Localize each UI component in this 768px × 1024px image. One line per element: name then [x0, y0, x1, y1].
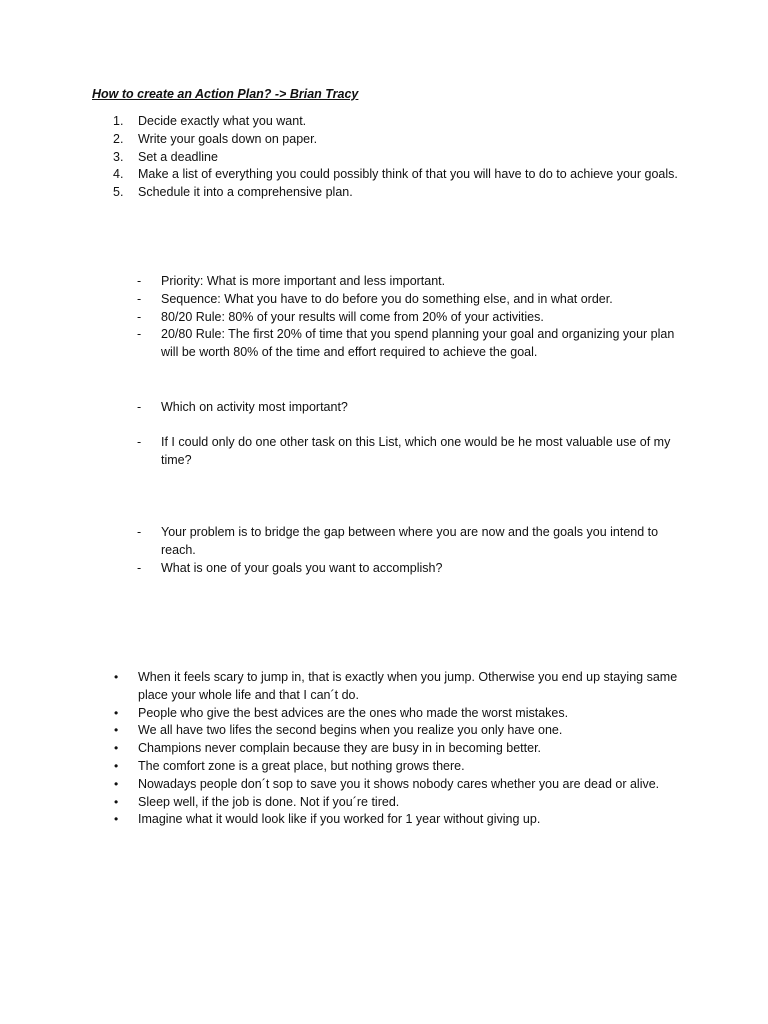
list-item: [0, 434, 768, 470]
list-item: [0, 722, 768, 740]
bullet-marker: •: [114, 670, 119, 684]
list-item: [0, 131, 768, 149]
list-item: [0, 273, 768, 291]
list-item: [0, 326, 768, 362]
list-number: 1.: [113, 114, 124, 128]
page-title: How to create an Action Plan? -> Brian Tracy: [92, 87, 359, 101]
dash-list-priorities: [0, 273, 768, 362]
list-item-text: Make a list of everything you could possibly think of that you will have to do to achieve your goals.: [138, 167, 678, 182]
list-item-text: Priority: What is more important and less important.: [161, 274, 446, 288]
list-item-text: Write your goals down on paper.: [138, 131, 318, 146]
list-item-text: If I could only do one other task on this List, which one would be he most valuable use of my time?: [161, 435, 671, 467]
list-item-text: Imagine what it would look like if you worked for 1 year without giving up.: [138, 812, 541, 827]
list-item: [0, 184, 768, 202]
list-item-text: Champions never complain because they are busy in in becoming better.: [138, 741, 542, 756]
list-item-text: People who give the best advices are the ones who made the worst mistakes.: [138, 705, 569, 720]
dash-list-question-2: [0, 434, 768, 470]
dash-list-goals: [0, 524, 768, 577]
list-item-text: The comfort zone is a great place, but nothing grows there.: [138, 758, 465, 773]
list-item-text: Set a deadline: [138, 149, 218, 164]
dash-marker: -: [137, 291, 142, 306]
list-item: [0, 705, 768, 723]
list-item: [0, 669, 768, 705]
list-item-text: Which on activity most important?: [161, 400, 348, 414]
list-number: 5.: [113, 185, 124, 200]
list-item-text: When it feels scary to jump in, that is exactly when you jump. Otherwise you end up staying same place your whole life and that I can´t do.: [138, 670, 678, 702]
list-item: [0, 740, 768, 758]
list-item-text: 80/20 Rule: 80% of your results will come from 20% of your activities.: [161, 309, 544, 324]
list-item: [0, 776, 768, 794]
bullet-list-quotes: [0, 669, 768, 829]
list-item: [0, 524, 768, 560]
dash-marker: -: [137, 400, 142, 414]
list-item: [0, 794, 768, 812]
list-item: [0, 560, 768, 578]
list-number: 2.: [113, 131, 124, 146]
bullet-marker: •: [114, 758, 119, 773]
dash-marker: -: [137, 309, 142, 324]
dash-list-question-1: [0, 399, 768, 417]
bullet-marker: •: [114, 705, 119, 720]
list-item-text: We all have two lifes the second begins when you realize you only have one.: [138, 723, 563, 738]
bullet-marker: •: [114, 794, 119, 809]
list-item: [0, 149, 768, 167]
numbered-list: [0, 113, 768, 202]
list-item: [0, 166, 768, 184]
list-number: 4.: [113, 167, 124, 182]
list-item: [0, 399, 768, 417]
bullet-marker: •: [114, 812, 119, 827]
list-number: 3.: [113, 149, 124, 164]
list-item: [0, 811, 768, 829]
dash-marker: -: [137, 560, 142, 575]
dash-marker: -: [137, 274, 142, 288]
list-item: [0, 758, 768, 776]
list-item: [0, 291, 768, 309]
list-item-text: 20/80 Rule: The first 20% of time that you spend planning your goal and organizing your plan will be worth 80% of the time and effort required to achieve the goal.: [161, 327, 675, 360]
list-item-text: What is one of your goals you want to accomplish?: [161, 560, 443, 575]
list-item-text: Decide exactly what you want.: [138, 114, 307, 128]
list-item-text: Nowadays people don´t sop to save you it shows nobody cares whether you are dead or alive.: [138, 776, 660, 791]
list-item-text: Sequence: What you have to do before you do something else, and in what order.: [161, 291, 613, 306]
list-item-text: Your problem is to bridge the gap between where you are now and the goals you intend to reach.: [161, 525, 659, 557]
bullet-marker: •: [114, 723, 119, 738]
dash-marker: -: [137, 327, 142, 342]
bullet-marker: •: [114, 741, 119, 756]
bullet-marker: •: [114, 776, 119, 791]
list-item: [0, 113, 768, 131]
dash-marker: -: [137, 435, 142, 449]
list-item-text: Schedule it into a comprehensive plan.: [138, 185, 353, 200]
dash-marker: -: [137, 525, 142, 539]
list-item-text: Sleep well, if the job is done. Not if you´re tired.: [138, 794, 400, 809]
list-item: [0, 309, 768, 327]
